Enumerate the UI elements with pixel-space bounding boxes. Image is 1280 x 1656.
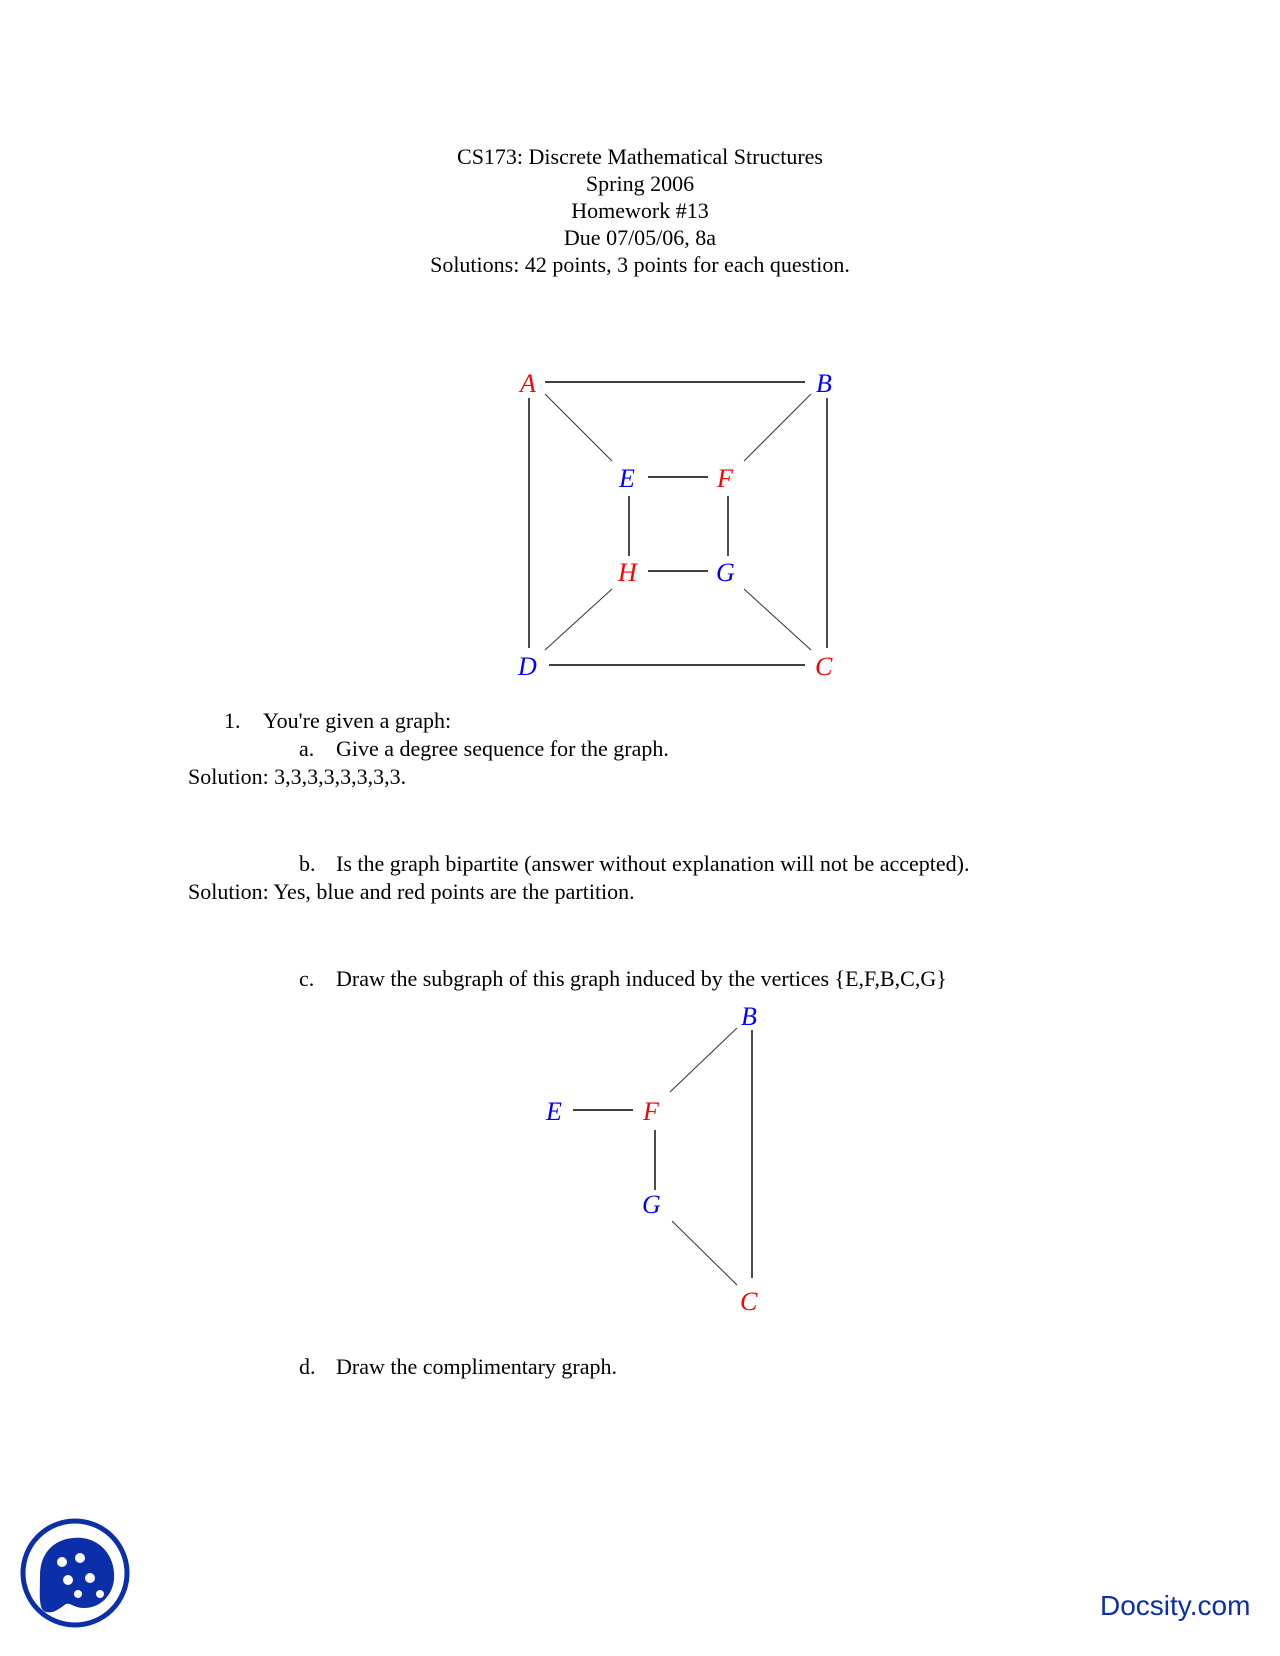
vertex-a: A xyxy=(520,369,536,398)
graph-2-vertices xyxy=(545,1002,758,1316)
edge-b-f xyxy=(744,394,811,461)
solutions-summary: Solutions: 42 points, 3 points for each question. xyxy=(430,252,850,277)
edge-f-b-sub xyxy=(670,1028,737,1092)
question-1-text: You're given a graph: xyxy=(263,708,452,733)
vertex-f: F xyxy=(717,464,733,493)
vertex-e: E xyxy=(619,464,635,493)
question-1b-text: Is the graph bipartite (answer without explanation will not be accepted). xyxy=(336,851,970,876)
vertex-g: G xyxy=(716,558,735,587)
vertex-b-sub: B xyxy=(741,1002,757,1031)
edge-c-g xyxy=(744,589,811,650)
graph-1-edges xyxy=(529,382,827,665)
course-title: CS173: Discrete Mathematical Structures xyxy=(457,144,823,169)
edge-a-e xyxy=(545,394,612,461)
question-1a-text: Give a degree sequence for the graph. xyxy=(336,736,669,761)
vertex-d: D xyxy=(518,652,537,681)
question-1c-letter: c. xyxy=(299,966,315,991)
vertex-c-sub: C xyxy=(740,1287,758,1316)
question-1c-text: Draw the subgraph of this graph induced by the vertices {E,F,B,C,G} xyxy=(336,966,947,991)
graph-2-edges xyxy=(573,1028,752,1285)
edge-d-h xyxy=(545,589,612,650)
docsity-brand[interactable]: Docsity.com xyxy=(1100,1590,1251,1621)
question-1b-solution: Solution: Yes, blue and red points are the partition. xyxy=(188,879,635,904)
term: Spring 2006 xyxy=(585,171,695,196)
homework-number: Homework #13 xyxy=(571,198,709,223)
graph-1-vertices xyxy=(517,369,833,681)
vertex-b: B xyxy=(816,369,832,398)
question-1a-letter: a. xyxy=(299,736,315,761)
question-1-number: 1. xyxy=(224,708,241,733)
question-1b-letter: b. xyxy=(299,851,316,876)
question-1d-text: Draw the complimentary graph. xyxy=(336,1354,618,1379)
docsity-logo-icon xyxy=(20,1518,130,1628)
vertex-e-sub: E xyxy=(546,1097,562,1126)
vertex-f-sub: F xyxy=(643,1097,659,1126)
question-1a-solution: Solution: 3,3,3,3,3,3,3,3. xyxy=(188,764,407,789)
vertex-h: H xyxy=(618,558,637,587)
question-1d-letter: d. xyxy=(299,1354,316,1379)
vertex-g-sub: G xyxy=(642,1190,661,1219)
vertex-c: C xyxy=(815,652,833,681)
due-date: Due 07/05/06, 8a xyxy=(563,225,717,250)
edge-g-c-sub xyxy=(672,1221,737,1285)
